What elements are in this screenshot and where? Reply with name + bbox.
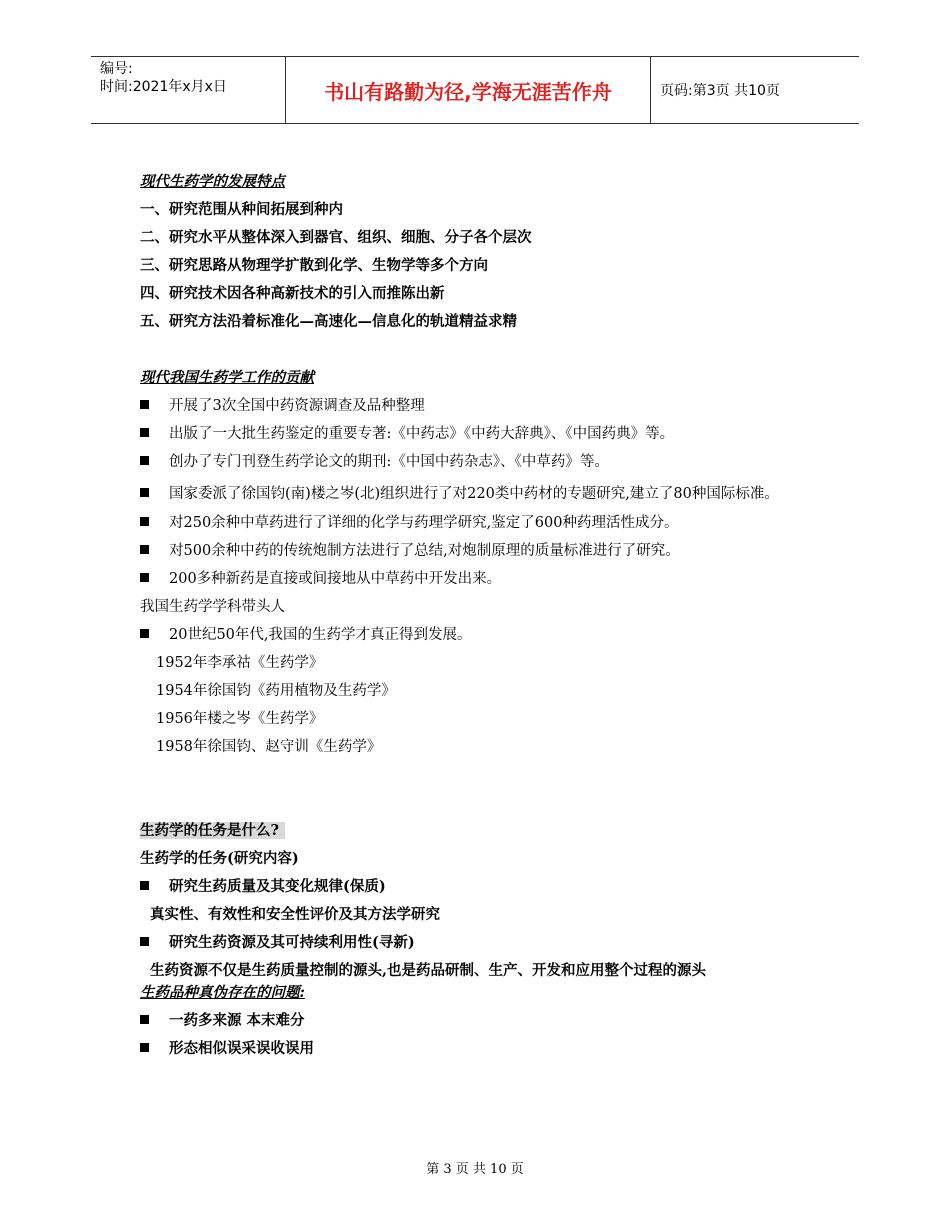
- leaders-bullet: 20世纪50年代,我国的生药学才真正得到发展。: [140, 625, 820, 653]
- feature-item: 一、研究范围从种间拓展到种内: [140, 201, 343, 218]
- contribution-item: 对250余种中草药进行了详细的化学与药理学研究,鉴定了600种药理活性成分。: [140, 513, 820, 541]
- bullet-square-icon: [140, 545, 149, 554]
- task-title: 生药学的任务(研究内容): [140, 850, 299, 867]
- time-label: 时间:2021年x月x日: [100, 79, 227, 95]
- feature-item: 三、研究思路从物理学扩散到化学、生物学等多个方向: [140, 257, 488, 274]
- header-motto: 书山有路勤为径,学海无涯苦作舟: [286, 57, 651, 123]
- problem-item: 形态相似误采误收误用: [140, 1039, 820, 1067]
- section-title-features: 现代生药学的发展特点: [140, 173, 285, 190]
- task-question: 生药学的任务是什么?: [140, 822, 285, 839]
- bullet-square-icon: [140, 517, 149, 526]
- problem-item: 一药多来源 本末难分: [140, 1011, 820, 1039]
- feature-item: 五、研究方法沿着标准化—高速化—信息化的轨道精益求精: [140, 313, 517, 330]
- contribution-item: 国家委派了徐国钧(南)楼之岑(北)组织进行了对220类中药材的专题研究,建立了80种国际标准。: [140, 480, 820, 509]
- leader-item: 1958年徐国钧、赵守训《生药学》: [156, 739, 382, 755]
- contribution-item: 200多种新药是直接或间接地从中草药中开发出来。: [140, 569, 820, 597]
- task-item: 研究生药资源及其可持续利用性(寻新): [140, 933, 820, 961]
- leaders-title: 我国生药学学科带头人: [140, 599, 285, 615]
- header-page-info: 页码:第3页 共10页: [660, 83, 780, 99]
- contribution-item: 出版了一大批生药鉴定的重要专著:《中药志》《中药大辞典》、《中国药典》等。: [140, 424, 820, 452]
- bullet-square-icon: [140, 456, 149, 465]
- leader-item: 1954年徐国钧《药用植物及生药学》: [156, 683, 396, 699]
- page-footer: 第 3 页 共 10 页: [426, 1162, 524, 1177]
- bullet-square-icon: [140, 1015, 149, 1024]
- bullet-square-icon: [140, 488, 149, 497]
- bullet-square-icon: [140, 881, 149, 890]
- bullet-square-icon: [140, 428, 149, 437]
- bullet-square-icon: [140, 937, 149, 946]
- contribution-item: 对500余种中药的传统炮制方法进行了总结,对炮制原理的质量标准进行了研究。: [140, 541, 820, 569]
- task-detail: 生药资源不仅是生药质量控制的源头,也是药品研制、生产、开发和应用整个过程的源头: [150, 962, 707, 979]
- task-item: 研究生药质量及其变化规律(保质): [140, 877, 820, 905]
- page-header: [91, 56, 859, 124]
- leader-item: 1956年楼之岑《生药学》: [156, 711, 324, 727]
- document-body: [140, 172, 820, 1067]
- serial-label: 编号:: [100, 61, 133, 77]
- contribution-item: 创办了专门刊登生药学论文的期刊:《中国中药杂志》、《中草药》等。: [140, 452, 820, 480]
- task-detail: 真实性、有效性和安全性评价及其方法学研究: [150, 906, 440, 923]
- feature-item: 四、研究技术因各种高新技术的引入而推陈出新: [140, 285, 445, 302]
- problem-title: 生药品种真伪存在的问题:: [140, 984, 305, 1001]
- header-meta: [91, 57, 286, 123]
- contribution-item: 开展了3次全国中药资源调查及品种整理: [140, 396, 820, 424]
- leader-item: 1952年李承祜《生药学》: [156, 655, 324, 671]
- bullet-square-icon: [140, 1043, 149, 1052]
- feature-item: 二、研究水平从整体深入到器官、组织、细胞、分子各个层次: [140, 229, 532, 246]
- bullet-square-icon: [140, 573, 149, 582]
- section-title-contributions: 现代我国生药学工作的贡献: [140, 369, 314, 386]
- bullet-square-icon: [140, 400, 149, 409]
- bullet-square-icon: [140, 629, 149, 638]
